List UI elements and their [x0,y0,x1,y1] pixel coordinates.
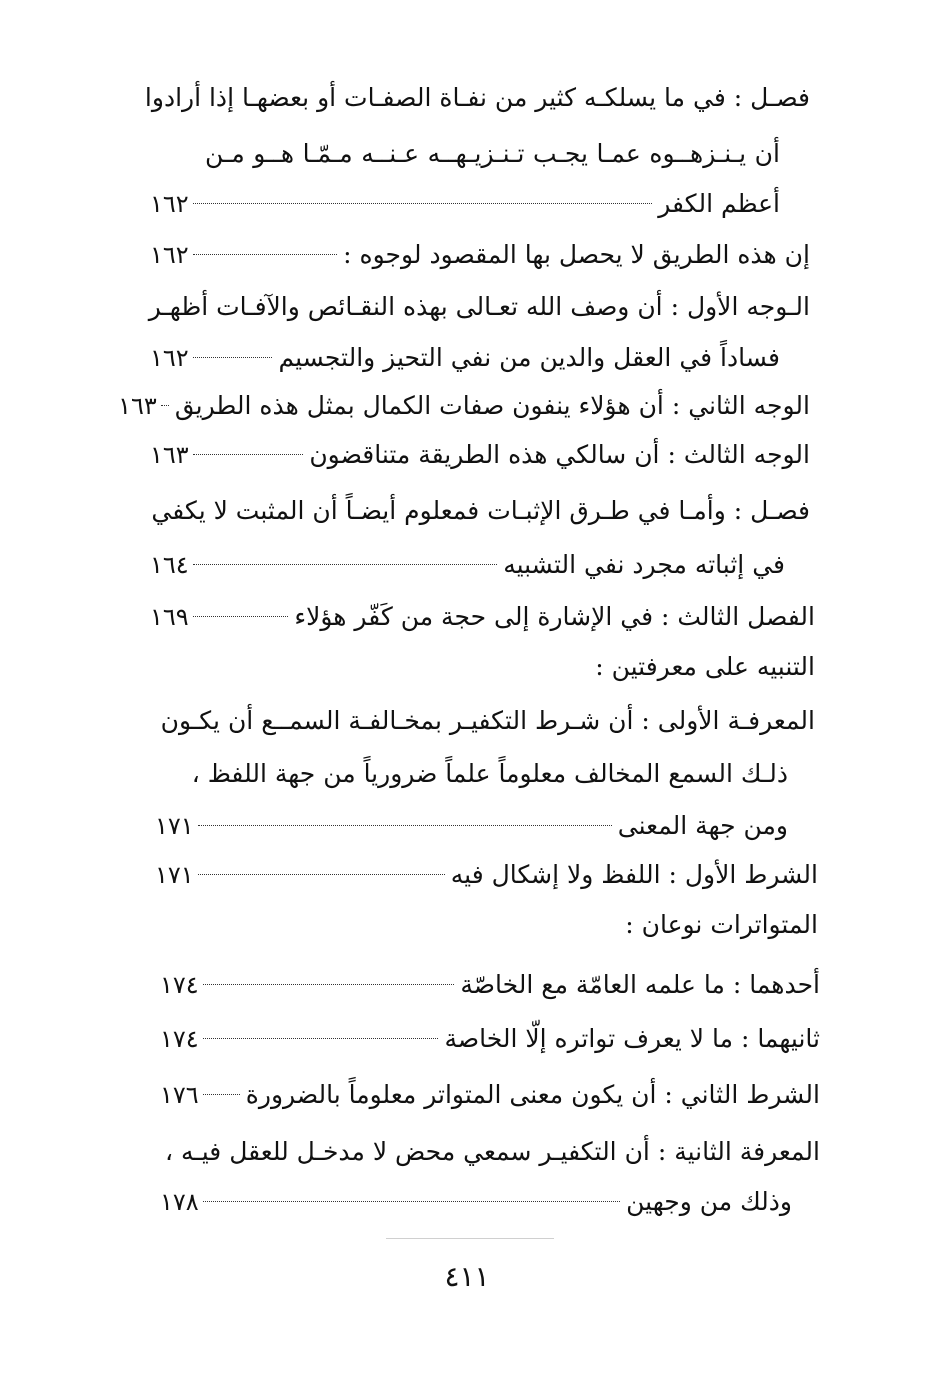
toc-entry-title: وذلك من وجهين [626,1187,792,1216]
dot-leader [193,564,498,565]
toc-entry-page: ١٧٦ [160,1081,199,1109]
dot-leader [203,1094,240,1095]
toc-entry-title: فصـل : وأمـا في طـرق الإثبـات فمعلوم أيضـاً أن المثبت لا يكفي [151,496,810,525]
toc-entry [150,595,815,639]
toc-line [191,752,788,796]
dot-leader [203,984,455,985]
toc-entry-title: الوجه الثاني : أن هؤلاء ينفون صفات الكمال بمثل هذه الطريق [174,391,810,420]
toc-entry-page: ١٧١ [155,812,194,840]
toc-entry [150,233,810,277]
toc-entry-title: إن هذه الطريق لا يحصل بها المقصود لوجوه : [343,240,810,269]
toc-entry-page: ١٧١ [155,861,194,889]
toc-line [205,132,780,176]
toc-entry [160,1017,820,1061]
toc-entry-title: المعرفـة الأولى : أن شـرط التكفيـر بمخـالفـة السمــع أن يكـون [160,706,815,735]
toc-entry-title: الشرط الثاني : أن يكون معنى المتواتر معلوماً بالضرورة [245,1080,820,1109]
toc-entry-title: التنبيه على معرفتين : [595,652,815,681]
toc-entry [150,336,780,380]
toc-entry-page: ١٧٤ [160,1025,199,1053]
toc-entry [160,963,820,1007]
toc-entry-page: ١٧٤ [160,971,199,999]
toc-entry-page: ١٧٨ [160,1188,199,1216]
dot-leader [193,616,289,617]
toc-entry-title: أحدهما : ما علمه العامّة مع الخاصّة [460,970,820,999]
toc-entry-title: الشرط الأول : اللفظ ولا إشكال فيه [450,860,818,889]
toc-line [151,489,810,533]
toc-entry-title: في إثباته مجرد نفي التشبيه [503,550,785,579]
toc-entry [150,543,785,587]
toc-entry-title: فصـل : في ما يسلكـه كثير من نفـاة الصفـات أو بعضهـا إذا أرادوا [144,83,810,112]
toc-entry-title: الفصل الثالث : في الإشارة إلى حجة من كَفّر هؤلاء [294,602,815,631]
toc-entry [118,384,810,428]
toc-entry [150,182,780,226]
toc-line [160,699,815,743]
toc-entry-page: ١٦٣ [150,441,189,469]
toc-line [148,285,810,329]
toc-entry [160,1180,792,1224]
toc-entry-page: ١٦٢ [150,344,189,372]
toc-entry [155,804,788,848]
dot-leader [161,405,169,406]
toc-entry-title: أعظم الكفر [658,189,780,218]
toc-entry [160,1073,820,1117]
dot-leader [198,825,612,826]
dot-leader [193,454,304,455]
toc-entry-page: ١٦٤ [150,551,189,579]
toc-entry [150,433,810,477]
toc-entry-title: أن يـنـزهــوه عمـا يجـب تـنـزيـهــه عـنــه مـمّـا هــو مـن [205,139,780,168]
toc-line [400,903,818,947]
toc-entry-title: ذلـك السمع المخالف معلوماً علماً ضرورياً من جهة اللفظ ، [191,759,788,788]
dot-leader [193,357,273,358]
toc-entry-page: ١٦٢ [150,190,189,218]
dot-leader [198,874,445,875]
dot-leader [193,203,653,204]
dot-leader [193,254,337,255]
toc-entry-page: ١٦٣ [118,392,157,420]
toc-entry-title: المتواترات نوعان : [625,910,818,939]
toc-entry-title: ثانيهما : ما لا يعرف تواتره إلّا الخاصة [444,1024,820,1053]
toc-line [165,1130,820,1174]
toc-entry-title: الـوجه الأول : أن وصف الله تعـالى بهذه النقـائص والآفـات أظهـر [148,292,810,321]
footer-divider [386,1238,554,1239]
toc-line [144,76,810,120]
toc-entry-title: الوجه الثالث : أن سالكي هذه الطريقة متناقضون [309,440,810,469]
dot-leader [203,1038,439,1039]
dot-leader [203,1201,620,1202]
toc-entry-page: ١٦٢ [150,241,189,269]
toc-line [400,645,815,689]
toc-entry-title: فساداً في العقل والدين من نفي التحيز والتجسيم [278,343,780,372]
toc-entry [155,853,818,897]
page-number: ٤١١ [444,1260,490,1293]
toc-entry-page: ١٦٩ [150,603,189,631]
toc-entry-title: المعرفة الثانية : أن التكفيـر سمعي محض لا مدخـل للعقل فيـه ، [165,1137,820,1166]
toc-entry-title: ومن جهة المعنى [617,811,788,840]
